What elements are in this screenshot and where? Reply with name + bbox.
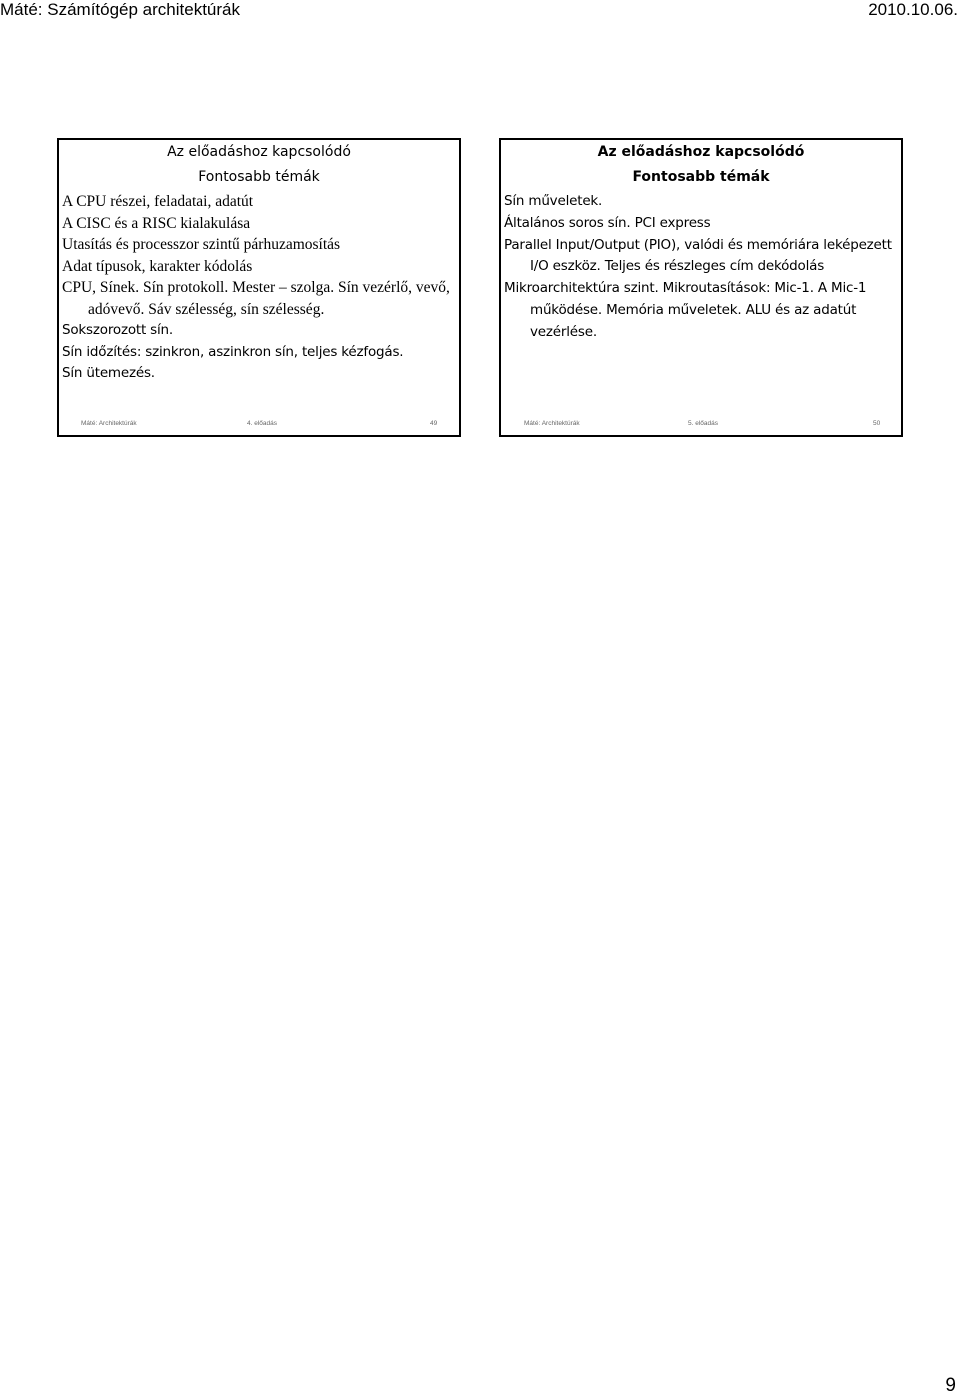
footer-author: Máté: Architektúrák (81, 420, 137, 427)
slide-title-line2: Fontosabb témák (198, 169, 320, 185)
list-item: Parallel Input/Output (PIO), valódi és memóriára leképezett I/O eszköz. Teljes és részleges cím dekódolás (504, 236, 892, 275)
footer-lecture: 4. előadás (247, 420, 277, 427)
list-item: Általános soros sín. PCI express (504, 214, 711, 231)
list-item: Sokszorozott sín. (62, 322, 173, 338)
list-item: A CISC és a RISC kialakulása (62, 214, 251, 232)
topic-list (504, 191, 897, 344)
list-item: Adat típusok, karakter kódolás (62, 257, 253, 275)
list-item: Mikroarchitektúra szint. Mikroutasítások: Mic-1. A Mic-1 működése. Memória műveletek. ALU és az adatút vezérlése. (504, 280, 867, 340)
list-item: Sín ütemezés. (62, 365, 155, 381)
slide-footer (501, 420, 901, 430)
list-item: Sín műveletek. (504, 193, 603, 209)
slide-footer (59, 420, 459, 430)
footer-author: Máté: Architektúrák (524, 420, 580, 427)
page-header (0, 0, 960, 20)
footer-slide-number: 49 (430, 420, 438, 427)
slide-50 (499, 138, 903, 437)
list-item: CPU, Sínek. Sín protokoll. Mester – szolga. Sín vezérlő, vevő, adóvevő. Sáv szélesség, sín szélesség. (62, 279, 450, 318)
list-item: Utasítás és processzor szintű párhuzamosítás (62, 236, 341, 253)
header-date: 2010.10.06. (868, 0, 958, 19)
slide-title-line2: Fontosabb témák (632, 169, 770, 185)
topic-list (62, 191, 455, 385)
slide-49 (57, 138, 461, 437)
footer-slide-number: 50 (873, 420, 881, 427)
list-item: A CPU részei, feladatai, adatút (62, 193, 254, 210)
page-number: 9 (945, 1375, 956, 1396)
slide-title-line1: Az előadáshoz kapcsolódó (597, 144, 805, 160)
footer-lecture: 5. előadás (688, 420, 718, 427)
slide-title-line1: Az előadáshoz kapcsolódó (167, 144, 351, 160)
list-item: Sín időzítés: szinkron, aszinkron sín, teljes kézfogás. (62, 343, 404, 360)
header-title: Máté: Számítógép architektúrák (0, 0, 241, 19)
